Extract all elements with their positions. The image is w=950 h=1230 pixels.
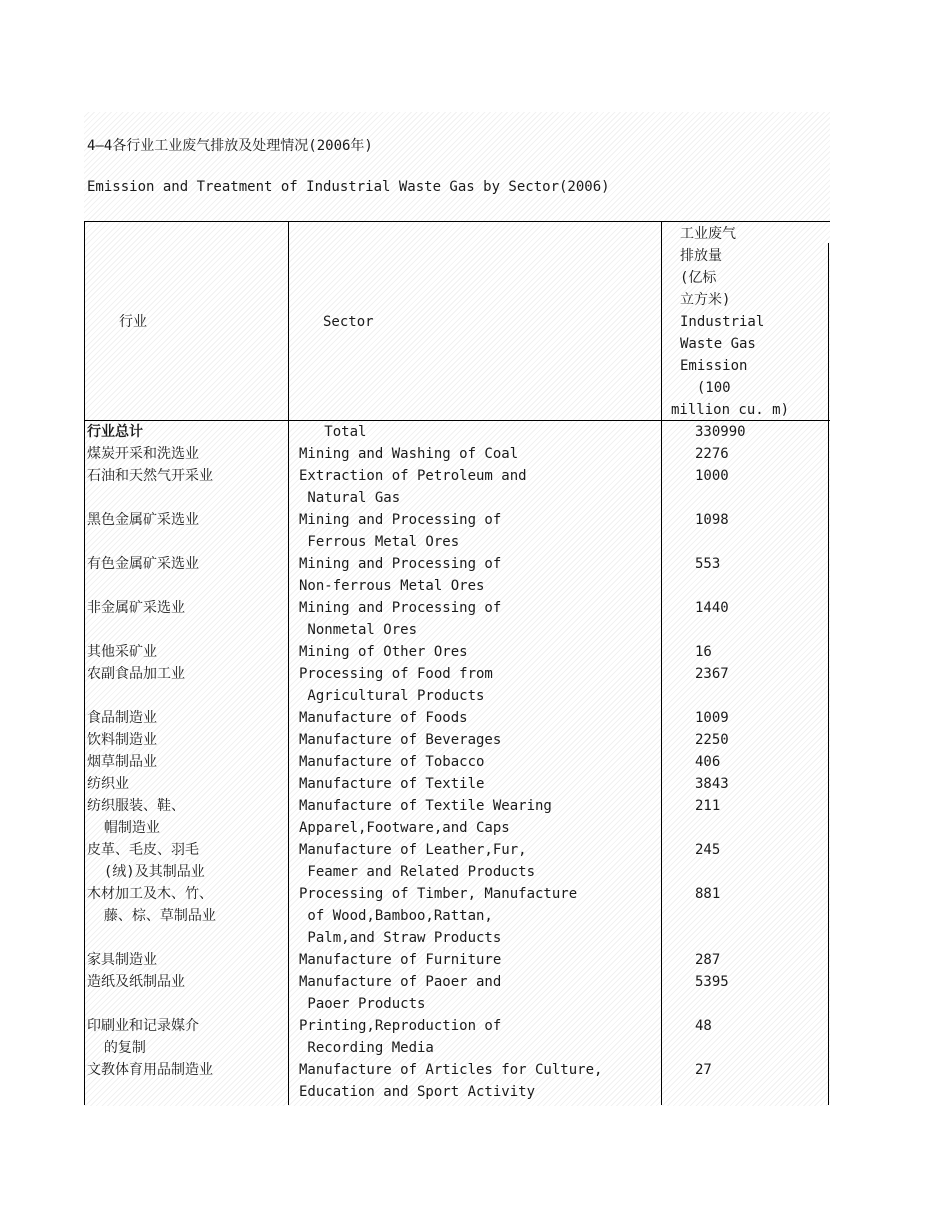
row-sector-en: Mining and Washing of Coal	[299, 446, 519, 462]
row-sector-en: Total	[299, 424, 367, 440]
row-emission-value: 2367	[695, 666, 729, 682]
row-emission-value: 1000	[695, 468, 729, 484]
row-industry-cn: (绒)及其制品业	[87, 864, 205, 880]
column-divider-2	[661, 221, 662, 1105]
table-top-border	[84, 221, 830, 222]
row-emission-value: 1009	[695, 710, 729, 726]
row-emission-value: 5395	[695, 974, 729, 990]
header-emission-line: 工业废气	[680, 226, 736, 242]
header-emission-line: 立方米)	[680, 292, 731, 308]
row-sector-en: Apparel,Footware,and Caps	[299, 820, 510, 836]
row-emission-value: 3843	[695, 776, 729, 792]
table-title-en: Emission and Treatment of Industrial Waste Gas by Sector(2006)	[87, 179, 610, 195]
row-sector-en: Manufacture of Beverages	[299, 732, 502, 748]
row-emission-value: 1098	[695, 512, 729, 528]
row-emission-value: 2250	[695, 732, 729, 748]
row-industry-cn: 其他采矿业	[87, 644, 157, 660]
row-sector-en: Manufacture of Tobacco	[299, 754, 485, 770]
row-sector-en: Extraction of Petroleum and	[299, 468, 527, 484]
row-emission-value: 553	[695, 556, 721, 572]
row-sector-en: Education and Sport Activity	[299, 1084, 536, 1100]
row-emission-value: 330990	[695, 424, 746, 440]
row-industry-cn: 纺织业	[87, 776, 129, 792]
row-sector-en: Mining and Processing of	[299, 600, 502, 616]
row-industry-cn: 食品制造业	[87, 710, 157, 726]
row-sector-en: Manufacture of Textile	[299, 776, 485, 792]
header-emission-line: (亿标	[680, 270, 717, 286]
row-industry-cn: 木材加工及木、竹、	[87, 886, 213, 902]
row-industry-cn: 帽制造业	[87, 820, 160, 836]
row-industry-cn: 印刷业和记录媒介	[87, 1018, 199, 1034]
column-divider-1	[288, 221, 289, 1105]
row-sector-en: Processing of Food from	[299, 666, 493, 682]
row-sector-en: of Wood,Bamboo,Rattan,	[299, 908, 493, 924]
header-emission-line: Industrial	[680, 314, 765, 330]
row-industry-cn: 煤炭开采和洗选业	[87, 446, 199, 462]
row-sector-en: Processing of Timber, Manufacture	[299, 886, 578, 902]
row-sector-en: Mining and Processing of	[299, 556, 502, 572]
row-sector-en: Manufacture of Textile Wearing	[299, 798, 552, 814]
row-industry-cn: 饮料制造业	[87, 732, 157, 748]
row-sector-en: Manufacture of Furniture	[299, 952, 502, 968]
header-emission-line: (100	[680, 380, 731, 396]
row-emission-value: 2276	[695, 446, 729, 462]
row-industry-cn: 纺织服装、鞋、	[87, 798, 185, 814]
row-sector-en: Manufacture of Foods	[299, 710, 468, 726]
row-emission-value: 881	[695, 886, 721, 902]
row-sector-en: Palm,and Straw Products	[299, 930, 502, 946]
header-industry-cn: 行业	[119, 314, 147, 330]
row-industry-cn: 藤、棕、草制品业	[87, 908, 216, 924]
row-emission-value: 406	[695, 754, 721, 770]
row-industry-cn: 造纸及纸制品业	[87, 974, 185, 990]
row-emission-value: 245	[695, 842, 721, 858]
row-sector-en: Ferrous Metal Ores	[299, 534, 460, 550]
row-emission-value: 16	[695, 644, 712, 660]
row-industry-cn: 皮革、毛皮、羽毛	[87, 842, 199, 858]
row-sector-en: Non-ferrous Metal Ores	[299, 578, 485, 594]
row-sector-en: Manufacture of Articles for Culture,	[299, 1062, 603, 1078]
row-industry-cn: 有色金属矿采选业	[87, 556, 199, 572]
header-emission-line: Waste Gas	[680, 336, 756, 352]
row-industry-cn: 的复制	[87, 1040, 146, 1056]
row-industry-cn: 农副食品加工业	[87, 666, 185, 682]
row-industry-cn: 家具制造业	[87, 952, 157, 968]
header-emission-line: million cu. m)	[671, 402, 790, 418]
row-sector-en: Recording Media	[299, 1040, 434, 1056]
row-sector-en: Manufacture of Paoer and	[299, 974, 502, 990]
row-sector-en: Agricultural Products	[299, 688, 485, 704]
row-sector-en: Manufacture of Leather,Fur,	[299, 842, 527, 858]
row-emission-value: 1440	[695, 600, 729, 616]
table-left-border	[84, 221, 85, 1105]
row-sector-en: Feamer and Related Products	[299, 864, 536, 880]
row-industry-cn: 文教体育用品制造业	[87, 1062, 213, 1078]
row-sector-en: Mining and Processing of	[299, 512, 502, 528]
row-emission-value: 211	[695, 798, 721, 814]
header-emission-line: 排放量	[680, 248, 722, 264]
row-sector-en: Nonmetal Ores	[299, 622, 418, 638]
row-sector-en: Natural Gas	[299, 490, 401, 506]
row-sector-en: Paoer Products	[299, 996, 426, 1012]
row-sector-en: Mining of Other Ores	[299, 644, 468, 660]
table-right-border	[828, 243, 829, 1105]
row-industry-cn: 非金属矿采选业	[87, 600, 185, 616]
header-emission-line: Emission	[680, 358, 748, 374]
row-emission-value: 48	[695, 1018, 712, 1034]
row-industry-cn: 行业总计	[87, 424, 143, 440]
row-industry-cn: 黑色金属矿采选业	[87, 512, 199, 528]
row-industry-cn: 石油和天然气开采业	[87, 468, 213, 484]
row-industry-cn: 烟草制品业	[87, 754, 157, 770]
row-sector-en: Printing,Reproduction of	[299, 1018, 502, 1034]
row-emission-value: 27	[695, 1062, 712, 1078]
header-sector-en: Sector	[323, 314, 374, 330]
table-title-cn: 4—4各行业工业废气排放及处理情况(2006年)	[87, 138, 373, 154]
row-emission-value: 287	[695, 952, 721, 968]
